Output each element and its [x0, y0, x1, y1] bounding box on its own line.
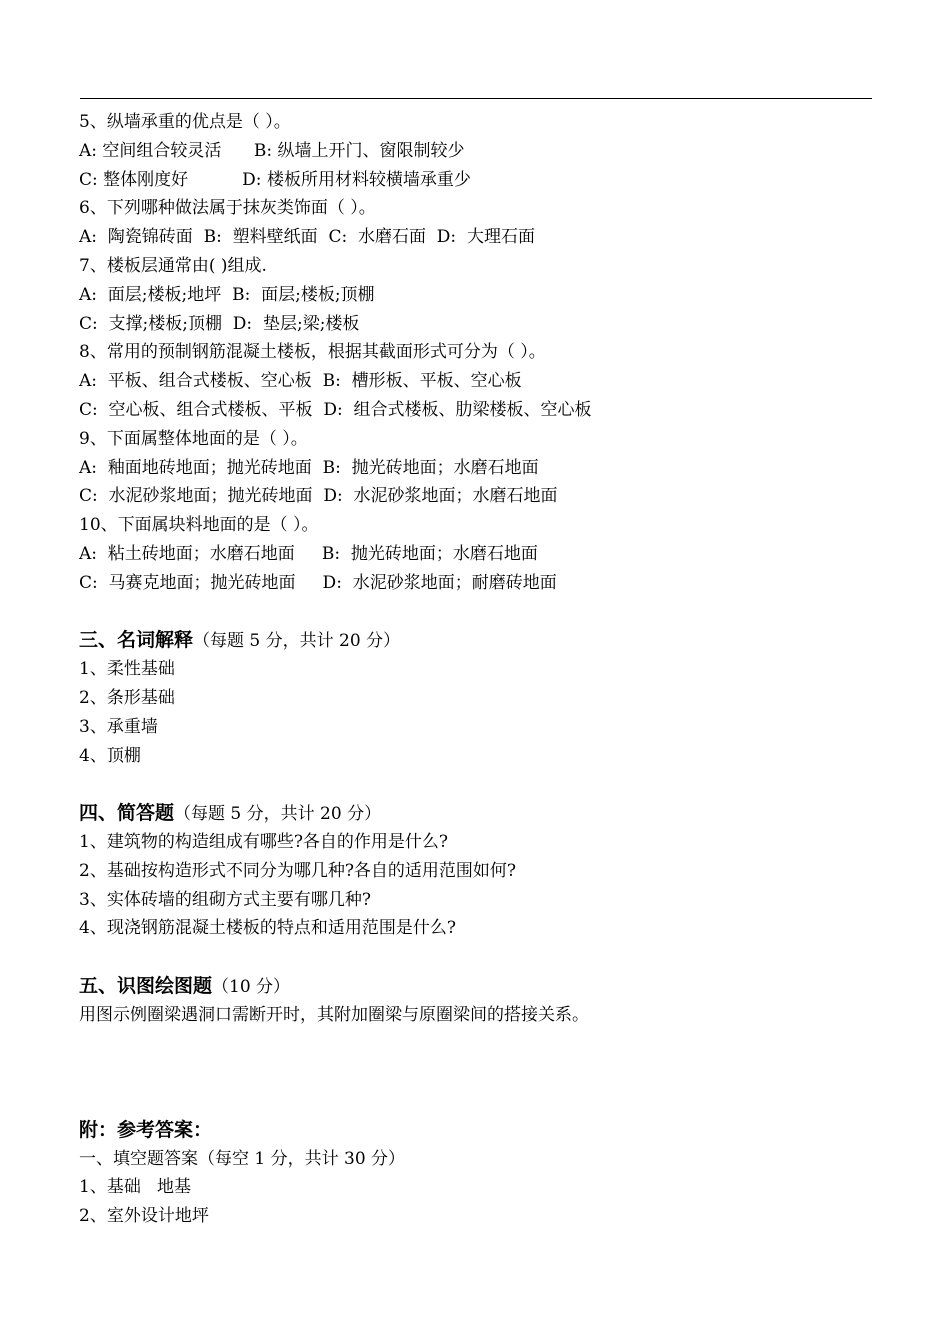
question-options: A: 空间组合较灵活 B: 纵墙上开门、窗限制较少 — [79, 140, 465, 161]
answer-item: 2、室外设计地坪 — [79, 1206, 209, 1227]
section-note: （每题 5 分，共计 20 分） — [174, 804, 382, 825]
question-stem: 9、下面属整体地面的是（ ）。 — [79, 428, 308, 449]
question-options: A: 平板、组合式楼板、空心板 B: 槽形板、平板、空心板 — [79, 371, 522, 392]
section-title: 三、名词解释 — [79, 629, 194, 652]
question-options: C: 空心板、组合式楼板、平板 D: 组合式楼板、肋梁楼板、空心板 — [79, 399, 592, 420]
header-rule — [80, 98, 872, 99]
section-heading — [79, 972, 879, 1001]
exam-content — [79, 108, 879, 1231]
question-options: C: 水泥砂浆地面；抛光砖地面 D: 水泥砂浆地面；水磨石地面 — [79, 486, 558, 507]
term-item: 2、条形基础 — [79, 687, 175, 708]
section-title: 五、识图绘图题 — [79, 974, 213, 997]
question-options: A: 粘土砖地面；水磨石地面 B: 抛光砖地面；水磨石地面 — [79, 543, 538, 564]
question-stem: 10、下面属块料地面的是（ ）。 — [79, 515, 319, 536]
spacer — [79, 1030, 879, 1059]
spacer — [79, 1087, 879, 1116]
section-heading — [79, 626, 879, 655]
term-item: 4、顶棚 — [79, 745, 141, 766]
answers-title: 附：参考答案： — [79, 1118, 213, 1141]
question-options: C: 整体刚度好 D: 楼板所用材料较横墙承重少 — [79, 169, 471, 190]
short-answer-item: 1、建筑物的构造组成有哪些?各自的作用是什么? — [79, 831, 449, 852]
spacer — [79, 770, 879, 799]
short-answer-item: 3、实体砖墙的组砌方式主要有哪几种? — [79, 889, 371, 910]
drawing-question: 用图示例圈梁遇洞口需断开时，其附加圈梁与原圈梁间的搭接关系。 — [79, 1004, 589, 1025]
spacer — [79, 1058, 879, 1087]
question-options: A: 面层;楼板;地坪 B: 面层;楼板;顶棚 — [79, 284, 375, 305]
question-stem: 7、楼板层通常由( )组成. — [79, 255, 267, 276]
question-stem: 6、下列哪种做法属于抹灰类饰面（ ）。 — [79, 198, 376, 219]
answers-heading — [79, 1116, 879, 1145]
question-stem: 8、常用的预制钢筋混凝土楼板，根据其截面形式可分为（ ）。 — [79, 342, 546, 363]
term-item: 3、承重墙 — [79, 716, 158, 737]
spacer — [79, 943, 879, 972]
question-options: A: 釉面地砖地面；抛光砖地面 B: 抛光砖地面；水磨石地面 — [79, 457, 539, 478]
section-note: （每题 5 分，共计 20 分） — [193, 631, 401, 652]
term-item: 1、柔性基础 — [79, 659, 175, 680]
section-note: （10 分） — [212, 976, 291, 997]
section-title: 四、简答题 — [79, 802, 175, 825]
question-options: C: 支撑;楼板;顶棚 D: 垫层;梁;楼板 — [79, 313, 360, 334]
question-options: C: 马赛克地面；抛光砖地面 D: 水泥砂浆地面；耐磨砖地面 — [79, 572, 557, 593]
question-stem: 5、纵墙承重的优点是（ ）。 — [79, 112, 291, 132]
short-answer-item: 4、现浇钢筋混凝土楼板的特点和适用范围是什么? — [79, 918, 456, 939]
answers-subheading: 一、填空题答案（每空 1 分，共计 30 分） — [79, 1148, 406, 1169]
question-options: A: 陶瓷锦砖面 B: 塑料壁纸面 C: 水磨石面 D: 大理石面 — [79, 227, 535, 248]
short-answer-item: 2、基础按构造形式不同分为哪几种?各自的适用范围如何? — [79, 860, 517, 881]
section-heading — [79, 799, 879, 828]
spacer — [79, 598, 879, 627]
answer-item: 1、基础 地基 — [79, 1177, 192, 1198]
